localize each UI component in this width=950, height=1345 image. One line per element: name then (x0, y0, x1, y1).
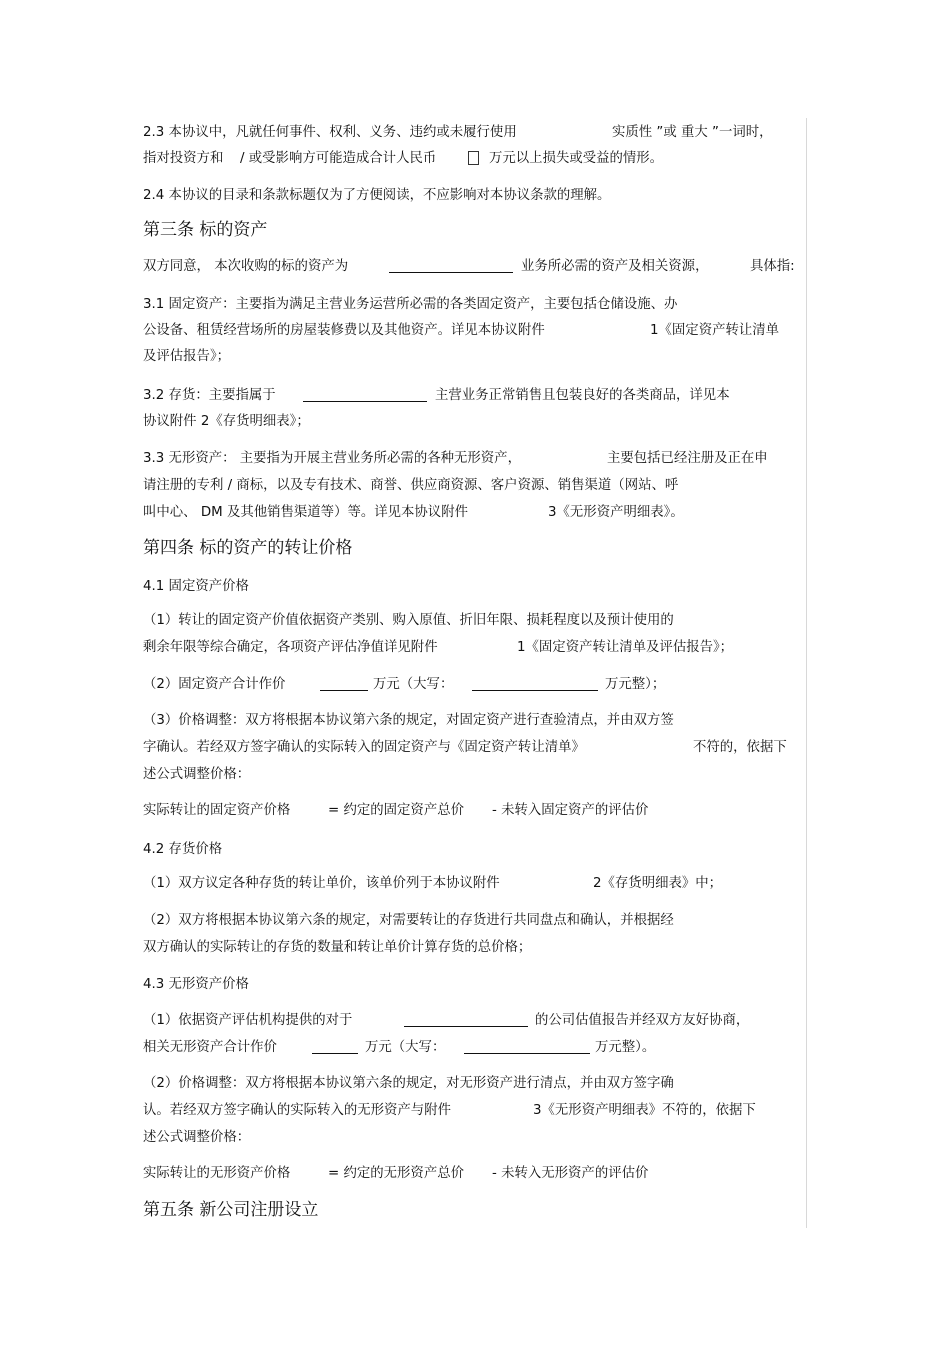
clause-3-1-line2b: 1《固定资产转让清单 (650, 323, 780, 338)
clause-2-3-line2a: 指对投资方和 (143, 151, 224, 166)
clause-4-3-1-line2c: 万元整）。 (595, 1040, 656, 1055)
article-3-intro-c: 具体指: (750, 259, 795, 274)
section-4-1-title: 4.1 固定资产价格 (143, 579, 249, 594)
clause-3-3-line3a: 叫中心、 DM 及其他销售渠道等）等。详见本协议附件 (143, 505, 468, 520)
clause-3-2-line2: 协议附件 2《存货明细表》； (143, 414, 310, 429)
inventory-business-blank[interactable] (303, 388, 427, 407)
clause-4-2-2-line2: 双方确认的实际转让的存货的数量和转让单价计算存货的总价格； (143, 940, 532, 955)
clause-3-3-line1b: 主要包括已经注册及正在申 (607, 451, 768, 466)
section-4-3-title: 4.3 无形资产价格 (143, 977, 249, 992)
clause-2-3-line2c: 万元以上损失或受益的情形。 (489, 151, 664, 166)
intangible-amount-words-blank[interactable] (464, 1040, 590, 1059)
clause-4-1-2c: 万元整）； (605, 677, 666, 692)
clause-4-1-2b: 万元（大写： (373, 677, 454, 692)
clause-4-3-1-line2a: 相关无形资产合计作价 (143, 1040, 277, 1055)
clause-4-1-3-line2b: 不符的，依据下 (693, 740, 787, 755)
clause-3-3-line3b: 3《无形资产明细表》。 (548, 505, 684, 520)
clause-3-3-line1a: 3.3 无形资产： 主要指为开展主营业务所必需的各种无形资产， (143, 451, 521, 466)
article-4-heading: 第四条 标的资产的转让价格 (143, 538, 353, 558)
formula-1-a: 实际转让的固定资产价格 (143, 803, 291, 818)
clause-4-3-2-line2b: 3《无形资产明细表》不符的，依据下 (533, 1103, 756, 1118)
clause-4-3-1-line1a: （1）依据资产评估机构提供的对于 (143, 1013, 353, 1028)
formula-1-c: - 未转入固定资产的评估价 (492, 803, 649, 818)
clause-4-2-1a: （1）双方议定各种存货的转让单价，该单价列于本协议附件 (143, 876, 500, 891)
page-frame (142, 118, 807, 1228)
clause-4-1-2a: （2）固定资产合计作价 (143, 677, 286, 692)
clause-4-1-3-line3: 述公式调整价格： (143, 767, 251, 782)
fixed-asset-amount-words-blank[interactable] (472, 677, 598, 696)
formula-1-b: = 约定的固定资产总价 (328, 803, 464, 818)
amount-checkbox[interactable] (468, 151, 479, 169)
clause-3-2-line1a: 3.2 存货：主要指属于 (143, 388, 276, 403)
formula-2-c: - 未转入无形资产的评估价 (492, 1166, 649, 1181)
clause-4-3-1-line1b: 的公司估值报告并经双方友好协商， (535, 1013, 750, 1028)
fixed-asset-amount-blank[interactable] (320, 677, 368, 696)
article-3-heading: 第三条 标的资产 (143, 220, 268, 240)
clause-2-3-line2b: / 或受影响方可能造成合计人民币 (240, 151, 437, 166)
clause-3-1-line2a: 公设备、租赁经营场所的房屋装修费以及其他资产。详见本协议附件 (143, 323, 545, 338)
clause-4-3-2-line3: 述公式调整价格： (143, 1130, 251, 1145)
clause-4-3-2-line1: （2）价格调整：双方将根据本协议第六条的规定，对无形资产进行清点，并由双方签字确 (143, 1076, 674, 1091)
clause-2-4: 2.4 本协议的目录和条款标题仅为了方便阅读，不应影响对本协议条款的理解。 (143, 188, 611, 203)
clause-3-3-line2: 请注册的专利 / 商标，以及专有技术、商誉、供应商资源、客户资源、销售渠道（网站、呼 (143, 478, 679, 493)
clause-4-1-3-line1: （3）价格调整：双方将根据本协议第六条的规定，对固定资产进行查验清点，并由双方签 (143, 713, 674, 728)
article-3-intro-a: 双方同意， 本次收购的标的资产为 (143, 259, 349, 274)
target-business-blank[interactable] (389, 259, 513, 278)
clause-2-3-line1a: 2.3 本协议中，凡就任何事件、权利、义务、违约或未履行使用 (143, 125, 517, 140)
formula-2-b: = 约定的无形资产总价 (328, 1166, 464, 1181)
valuation-company-blank[interactable] (404, 1013, 528, 1032)
clause-3-2-line1b: 主营业务正常销售且包装良好的各类商品，详见本 (435, 388, 730, 403)
clause-4-3-1-line2b: 万元（大写： (365, 1040, 446, 1055)
clause-4-2-1b: 2《存货明细表》中； (593, 876, 723, 891)
clause-3-1-line1: 3.1 固定资产：主要指为满足主营业务运营所必需的各类固定资产，主要包括仓储设施、办 (143, 297, 678, 312)
clause-4-1-1-line2a: 剩余年限等综合确定，各项资产评估净值详见附件 (143, 640, 438, 655)
clause-3-1-line3: 及评估报告》； (143, 349, 231, 364)
formula-2-a: 实际转让的无形资产价格 (143, 1166, 291, 1181)
clause-4-2-2-line1: （2）双方将根据本协议第六条的规定，对需要转让的存货进行共同盘点和确认，并根据经 (143, 913, 674, 928)
article-3-intro-b: 业务所必需的资产及相关资源， (521, 259, 709, 274)
clause-4-1-1-line1: （1）转让的固定资产价值依据资产类别、购入原值、折旧年限、损耗程度以及预计使用的 (143, 613, 674, 628)
article-5-heading: 第五条 新公司注册设立 (143, 1200, 319, 1220)
clause-4-1-3-line2a: 字确认。若经双方签字确认的实际转入的固定资产与《固定资产转让清单》 (143, 740, 585, 755)
clause-4-3-2-line2a: 认。若经双方签字确认的实际转入的无形资产与附件 (143, 1103, 451, 1118)
section-4-2-title: 4.2 存货价格 (143, 842, 223, 857)
clause-4-1-1-line2b: 1《固定资产转让清单及评估报告》； (517, 640, 734, 655)
clause-2-3-line1b: 实质性 ”或 重大 ”一词时， (612, 125, 773, 140)
intangible-amount-blank[interactable] (312, 1040, 358, 1059)
